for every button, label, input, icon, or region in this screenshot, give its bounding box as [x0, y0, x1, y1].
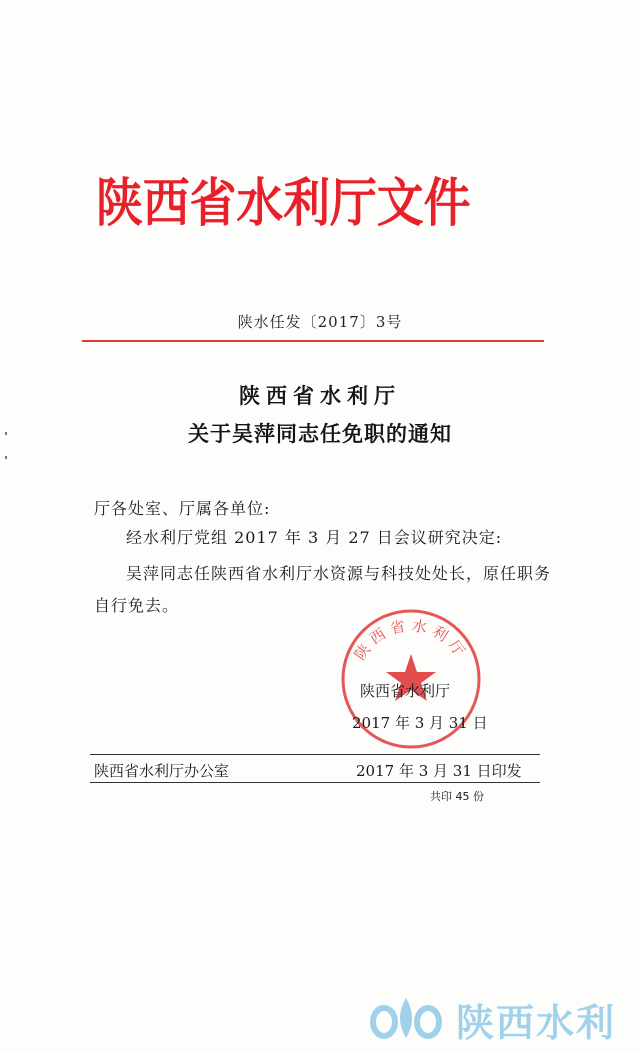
notice-title-line2: 关于吴萍同志任免职的通知: [188, 421, 452, 446]
footer-rule-bottom: [90, 782, 540, 783]
watermark-text: 陕西水利: [456, 1001, 617, 1045]
copies-count: 共印 45 份: [430, 790, 484, 803]
signature-organization: 陕西省水利厅: [360, 682, 451, 700]
svg-text:陕西省水利厅: 陕西省水利厅: [350, 616, 472, 664]
footer-issue-date: 2017 年 3 月 31 日印发: [356, 762, 522, 780]
scan-mark: [5, 456, 7, 459]
footer-rule-top: [90, 754, 540, 755]
water-drop-logo-icon: [370, 994, 442, 1042]
notice-title-line1: 陕西省水利厅: [239, 383, 401, 408]
salutation: 厅各处室、厅属各单位:: [94, 499, 271, 518]
document-masthead: 陕西省水利厅文件: [96, 174, 471, 234]
red-divider: [82, 340, 544, 342]
watermark: [370, 990, 630, 1046]
document-number: 陕水任发〔2017〕3号: [237, 313, 403, 331]
footer-issuer: 陕西省水利厅办公室: [94, 762, 230, 780]
signature-date: 2017 年 3 月 31 日: [352, 714, 488, 732]
body-paragraph: 经水利厅党组 2017 年 3 月 27 日会议研究决定:: [126, 528, 503, 547]
body-paragraph: 吴萍同志任陕西省水利厅水资源与科技处处长，原任职务自行免去。: [94, 564, 552, 615]
